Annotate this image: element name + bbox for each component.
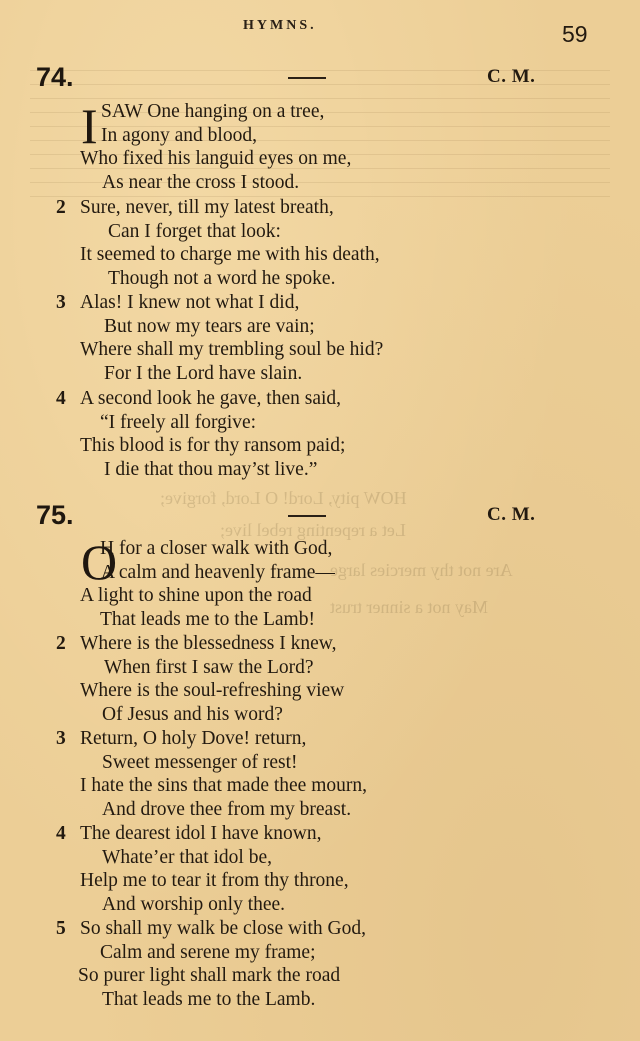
hymn-header-75 bbox=[36, 500, 546, 532]
verse-line: And worship only thee. bbox=[102, 893, 286, 915]
verse-line: That leads me to the Lamb. bbox=[102, 988, 316, 1010]
verse-line: So purer light shall mark the road bbox=[78, 965, 341, 986]
bleed-through-rule bbox=[30, 98, 610, 99]
verse-line: As near the cross I stood. bbox=[102, 171, 300, 193]
verse-line: For I the Lord have slain. bbox=[104, 362, 303, 384]
verse-number: 4 bbox=[56, 388, 66, 409]
verse-line: It seemed to charge me with his death, bbox=[80, 244, 380, 265]
verse-line: Who fixed his languid eyes on me, bbox=[80, 148, 352, 169]
verse-line: Of Jesus and his word? bbox=[102, 703, 283, 725]
verse-line: Where is the soul-refreshing view bbox=[80, 680, 345, 701]
verse-number: 3 bbox=[56, 292, 66, 313]
verse-line: A light to shine upon the road bbox=[80, 585, 312, 606]
verse-line: H for a closer walk with God, bbox=[100, 538, 333, 559]
hymn-74-verse-2 bbox=[56, 196, 496, 290]
hymn-75-verse-2 bbox=[56, 632, 496, 726]
hymn-74-verse-4 bbox=[56, 387, 496, 481]
hymn-75-verse-1 bbox=[56, 534, 496, 631]
verse-line: A second look he gave, then said, bbox=[80, 388, 342, 409]
verse-line: Sweet messenger of rest! bbox=[102, 751, 298, 773]
drop-cap: I bbox=[81, 98, 98, 154]
verse-line: Though not a word he spoke. bbox=[108, 267, 336, 289]
verse-line: That leads me to the Lamb! bbox=[100, 608, 315, 630]
bleed-through-text: Let a repenting rebel live; bbox=[220, 520, 406, 540]
hymn-meter: C. M. bbox=[487, 66, 536, 87]
verse-line: Help me to tear it from thy throne, bbox=[80, 870, 349, 891]
verse-number: 3 bbox=[56, 728, 66, 749]
bleed-through-text: Are not thy mercies large bbox=[330, 560, 513, 580]
verse-line: Where shall my trembling soul be hid? bbox=[80, 339, 384, 360]
verse-line: SAW One hanging on a tree, bbox=[101, 101, 325, 122]
verse-line: “I freely all forgive: bbox=[100, 411, 257, 433]
verse-line: In agony and blood, bbox=[101, 124, 257, 146]
verse-number: 4 bbox=[56, 823, 66, 844]
verse-line: Sure, never, till my latest breath, bbox=[80, 197, 334, 218]
verse-line: Calm and serene my frame; bbox=[100, 941, 316, 963]
verse-number: 2 bbox=[56, 633, 66, 654]
hymn-75-verse-5 bbox=[56, 917, 496, 1011]
hymn-75-verse-3 bbox=[56, 727, 496, 821]
page-number: 59 bbox=[562, 21, 588, 47]
verse-line: But now my tears are vain; bbox=[104, 315, 315, 337]
verse-line: And drove thee from my breast. bbox=[102, 798, 352, 820]
hymn-divider-rule bbox=[288, 77, 326, 79]
verse-line: Alas! I knew not what I did, bbox=[80, 292, 300, 313]
verse-line: Return, O holy Dove! return, bbox=[80, 728, 307, 749]
verse-line: The dearest idol I have known, bbox=[80, 823, 322, 844]
verse-number: 5 bbox=[56, 918, 66, 939]
hymn-number: 74. bbox=[36, 62, 74, 92]
running-head: HYMNS. bbox=[243, 18, 317, 33]
drop-cap: O bbox=[81, 534, 118, 590]
verse-line: So shall my walk be close with God, bbox=[80, 918, 366, 939]
bleed-through-text: HOW pity, Lord! O Lord, forgive; bbox=[160, 488, 407, 508]
verse-line: Where is the blessedness I knew, bbox=[80, 633, 337, 654]
hymn-number: 75. bbox=[36, 500, 74, 530]
verse-number: 2 bbox=[56, 197, 66, 218]
bleed-through-text: May not a sinner trust bbox=[330, 597, 488, 617]
hymn-header-74 bbox=[36, 62, 546, 94]
verse-line: I hate the sins that made thee mourn, bbox=[80, 775, 367, 796]
verse-line: I die that thou may’st live.” bbox=[104, 458, 318, 480]
hymn-divider-rule bbox=[288, 515, 326, 517]
verse-line: Whate’er that idol be, bbox=[102, 846, 273, 868]
hymn-74-verse-3 bbox=[56, 291, 496, 385]
hymn-74-verse-1 bbox=[56, 100, 496, 194]
verse-line: A calm and heavenly frame— bbox=[101, 561, 335, 583]
hymn-meter: C. M. bbox=[487, 504, 536, 525]
verse-line: This blood is for thy ransom paid; bbox=[80, 435, 346, 456]
hymn-75-verse-4 bbox=[56, 822, 496, 916]
verse-line: When first I saw the Lord? bbox=[104, 656, 314, 678]
verse-line: Can I forget that look: bbox=[108, 220, 281, 242]
